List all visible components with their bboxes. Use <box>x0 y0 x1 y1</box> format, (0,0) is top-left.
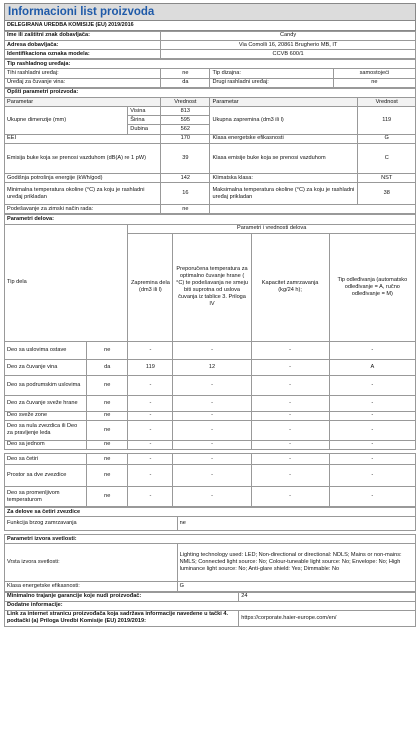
compartment-freezing-capacity: - <box>251 420 329 440</box>
compartment-volume: - <box>128 440 173 449</box>
compartment-present: ne <box>87 375 128 395</box>
winter-setting-value: ne <box>161 205 210 214</box>
compartment-present: ne <box>87 420 128 440</box>
compartment-volume: - <box>128 420 173 440</box>
compartment-defrost: - <box>329 454 415 465</box>
supplier-table <box>4 31 416 60</box>
compartment-freezing-capacity: - <box>251 487 329 507</box>
compartment-defrost: - <box>329 465 415 487</box>
compartment-row <box>5 465 416 487</box>
light-section: Parametri izvora svetlosti: <box>5 535 416 544</box>
compartment-temperature: 12 <box>173 359 251 375</box>
compartment-present: ne <box>87 487 128 507</box>
compartment-name: Deo sveže zone <box>5 411 87 420</box>
min-temp-label: Minimalna temperatura okoline (°C) za koju je rashladni uređaj prikladan <box>5 183 161 205</box>
compartment-defrost: - <box>329 341 415 359</box>
low-noise-label: Tihi rashladni uređaj: <box>5 69 161 78</box>
compartment-name: Deo sa uslovima ostave <box>5 341 87 359</box>
compartment-row <box>5 420 416 440</box>
defrost-type-header: Tip odleđivanja (automatsko odleđivanje = A, ručno odleđivanje = M) <box>329 233 415 341</box>
annual-energy-label: Godišnja potrošnja energije (kWh/god) <box>5 174 161 183</box>
winter-setting-label: Podešavanje za zimski način rada: <box>5 205 161 214</box>
other-appliance-value: ne <box>333 78 415 87</box>
compartment-volume: - <box>128 465 173 487</box>
supplier-address-value: Via Comolli 16, 20861 Brugherio MB, IT <box>161 40 416 49</box>
other-appliance-label: Drugi rashladni uređaj: <box>210 78 333 87</box>
compartment-defrost: A <box>329 359 415 375</box>
fast-freeze-value: ne <box>177 517 415 531</box>
design-type-label: Tip dizajna: <box>210 69 333 78</box>
compartment-temperature: - <box>173 411 251 420</box>
noise-class-label: Klasa emisije buke koja se prenosi vazduhom <box>210 143 358 173</box>
compartment-type-header: Tip dela <box>5 224 128 341</box>
light-type-value: Lighting technology used: LED; Non-directional or directional: NDLS; Mains or non-mains: NMLS; Connected light source: No; Colour-tuneable light source: No; Envelope: No; High luminance light source: No; Anti-glare shield: Yes; Dimmable: No <box>177 544 415 582</box>
supplier-name-label: Ime ili zaštitni znak dobavljača: <box>5 31 161 40</box>
min-temp-value: 16 <box>161 183 210 205</box>
temperature-header: Preporučena temperatura za optimalno čuvanje hrane ( °C) te podešavanja ne smeju biti suprotna od uslova čuvanja iz tablice 3. Priloga IV <box>173 233 251 341</box>
compartment-temperature: - <box>173 465 251 487</box>
compartment-freezing-capacity: - <box>251 440 329 449</box>
noise-class-value: C <box>358 143 416 173</box>
compartment-name: Prostor sa dve zvezdice <box>5 465 87 487</box>
compartment-present: ne <box>87 341 128 359</box>
additional-info-label: Dodatne informacije: <box>5 601 416 610</box>
general-section: Opšti parametri proizvoda: <box>5 88 416 97</box>
compartment-temperature: - <box>173 341 251 359</box>
value-header: Vrednost <box>161 97 210 106</box>
compartment-row <box>5 395 416 411</box>
page-title: Informacioni list proizvoda <box>8 5 155 18</box>
climate-class-value: NST <box>358 174 416 183</box>
compartment-present: ne <box>87 465 128 487</box>
noise-value: 39 <box>161 143 210 173</box>
manufacturer-link-label: Link za internet stranicu proizvođača koja sadržava informacije navedene u tački 4. podtački (a) Priloga Uredbi Komisije (EU) 2019/2019: <box>5 610 239 626</box>
climate-class-label: Klimatska klasa: <box>210 174 358 183</box>
compartment-row <box>5 440 416 449</box>
compartment-temperature: - <box>173 487 251 507</box>
compartment-volume: - <box>128 454 173 465</box>
compartment-row <box>5 341 416 359</box>
four-star-section: Za delove sa četiri zvezdice <box>5 508 416 517</box>
compartment-freezing-capacity: - <box>251 411 329 420</box>
compartment-present: ne <box>87 454 128 465</box>
compartment-freezing-capacity: - <box>251 395 329 411</box>
title-bar <box>4 3 416 21</box>
compartment-name: Deo sa četiri <box>5 454 87 465</box>
compartment-freezing-capacity: - <box>251 359 329 375</box>
noise-label: Emisija buke koja se prenosi vazduhom (dB(A) re 1 pW) <box>5 143 161 173</box>
compartment-row <box>5 375 416 395</box>
compartment-name: Deo za čuvanje vina <box>5 359 87 375</box>
compartment-defrost: - <box>329 411 415 420</box>
compartment-defrost: - <box>329 420 415 440</box>
model-value: CCVB 600/1 <box>161 50 416 59</box>
eei-label: EEI <box>5 134 161 143</box>
winter-empty <box>210 205 416 214</box>
wine-storage-label: Uređaj za čuvanje vina: <box>5 78 161 87</box>
compartment-defrost: - <box>329 395 415 411</box>
compartment-freezing-capacity: - <box>251 341 329 359</box>
warranty-table <box>4 592 416 628</box>
model-label: Identifikaciona oznaka modela: <box>5 50 161 59</box>
eei-value: 170 <box>161 134 210 143</box>
product-information-sheet <box>4 3 416 627</box>
depth-value: 562 <box>161 125 210 134</box>
four-star-table <box>4 507 416 531</box>
appliance-type-section: Tip rashladnog uređaja: <box>5 60 416 69</box>
compartment-name: Deo za čuvanje sveže hrane <box>5 395 87 411</box>
warranty-value: 24 <box>239 592 416 601</box>
fast-freeze-label: Funkcija brzog zamrzavanja <box>5 517 178 531</box>
width-value: 595 <box>161 116 210 125</box>
compartment-volume: - <box>128 341 173 359</box>
energy-class-label: Klasa energetske efikasnosti <box>210 134 358 143</box>
manufacturer-link[interactable]: https://corporate.haier-europe.com/en/ <box>239 610 416 626</box>
light-class-value: G <box>177 582 415 591</box>
max-temp-label: Maksimalna temperatura okoline (°C) za koju je rashladni uređaj prikladan <box>210 183 358 205</box>
warranty-label: Minimalno trajanje garancije koje nudi proizvođač: <box>5 592 239 601</box>
compartment-temperature: - <box>173 395 251 411</box>
compartment-params-header: Parametri i vrednosti delova <box>128 224 416 233</box>
compartment-present: ne <box>87 411 128 420</box>
depth-label: Dubina <box>128 125 161 134</box>
supplier-address-label: Adresa dobavljača: <box>5 40 161 49</box>
appliance-type-table <box>4 59 416 88</box>
compartment-present: ne <box>87 395 128 411</box>
low-noise-value: ne <box>161 69 210 78</box>
design-type-value: samostojeći <box>333 69 415 78</box>
compartments-table-2 <box>4 453 416 507</box>
compartment-row <box>5 454 416 465</box>
dimensions-label: Ukupne dimenzije (mm) <box>5 107 128 135</box>
compartment-present: da <box>87 359 128 375</box>
compartments-table <box>4 214 416 450</box>
param-header: Parametar <box>5 97 161 106</box>
light-type-label: Vrsta izvora svetlosti: <box>5 544 178 582</box>
compartment-freezing-capacity: - <box>251 454 329 465</box>
total-volume-label: Ukupna zapremina (dm3 ili l) <box>210 107 358 135</box>
compartment-row <box>5 411 416 420</box>
value-header-2: Vrednost <box>358 97 416 106</box>
compartment-temperature: - <box>173 375 251 395</box>
compartment-name: Deo sa podrumskim uslovima <box>5 375 87 395</box>
supplier-name-value: Candy <box>161 31 416 40</box>
energy-class-value: G <box>358 134 416 143</box>
compartment-row <box>5 487 416 507</box>
compartment-temperature: - <box>173 440 251 449</box>
regulation-subtitle: DELEGIRANA UREDBA KOMISIJE (EU) 2019/2016 <box>4 21 416 31</box>
compartment-name: Deo sa nula zvezdica ili Deo za pravljenje leda <box>5 420 87 440</box>
total-volume-value: 119 <box>358 107 416 135</box>
compartment-freezing-capacity: - <box>251 375 329 395</box>
wine-storage-value: da <box>161 78 210 87</box>
width-label: Širina <box>128 116 161 125</box>
compartment-freezing-capacity: - <box>251 465 329 487</box>
compartment-temperature: - <box>173 420 251 440</box>
compartment-name: Deo sa promenljivom temperaturom <box>5 487 87 507</box>
compartment-volume: - <box>128 375 173 395</box>
compartment-defrost: - <box>329 375 415 395</box>
max-temp-value: 38 <box>358 183 416 205</box>
compartment-present: ne <box>87 440 128 449</box>
freezing-capacity-header: Kapacitet zamrzavanja (kg/24 h); <box>251 233 329 341</box>
compartment-volume: - <box>128 487 173 507</box>
annual-energy-value: 142 <box>161 174 210 183</box>
compartment-defrost: - <box>329 440 415 449</box>
compartment-volume: 119 <box>128 359 173 375</box>
height-value: 813 <box>161 107 210 116</box>
height-label: Visina <box>128 107 161 116</box>
light-source-table <box>4 534 416 591</box>
compartment-defrost: - <box>329 487 415 507</box>
compartment-volume: - <box>128 395 173 411</box>
compartment-temperature: - <box>173 454 251 465</box>
compartment-name: Deo sa jednom <box>5 440 87 449</box>
light-class-label: Klasa energetske efikasnosti: <box>5 582 178 591</box>
compartments-section: Parametri delova: <box>5 215 416 224</box>
general-parameters-table <box>4 88 416 215</box>
param-header-2: Parametar <box>210 97 358 106</box>
compartment-volume: - <box>128 411 173 420</box>
compartment-row <box>5 359 416 375</box>
volume-header: Zapremina dela (dm3 ili l) <box>128 233 173 341</box>
